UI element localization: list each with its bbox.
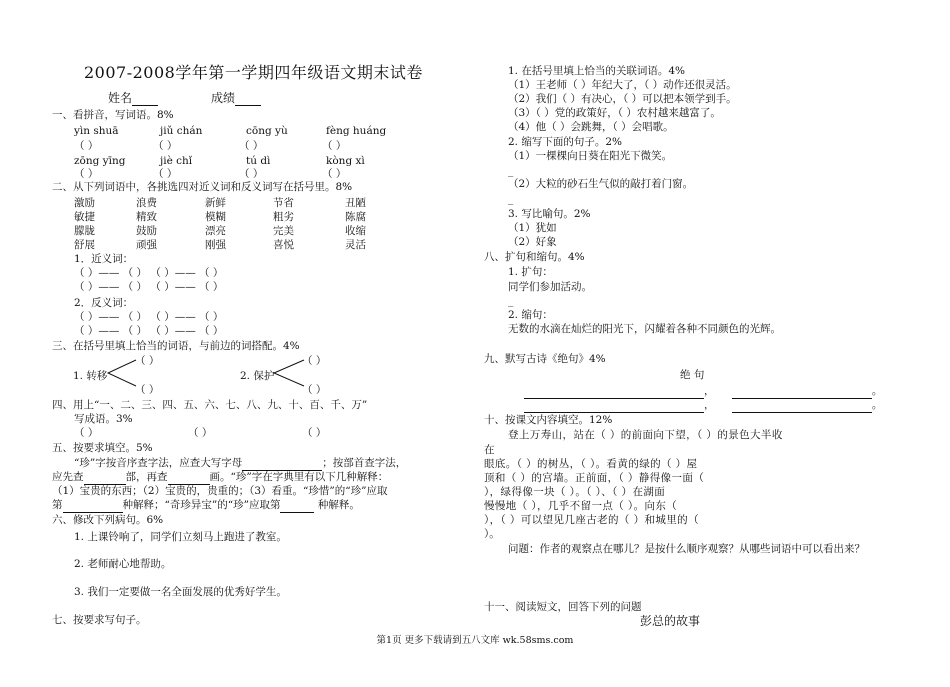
page-footer: 第1页 更多下载请到五八文库 wk.58sms.com: [376, 635, 574, 646]
condense-sentence-1: （1）一棵棵向日葵在阳光下微笑。: [508, 150, 673, 162]
poem-title: 绝 句: [680, 369, 705, 381]
q5-heading: 五、按要求填空。5%: [52, 442, 153, 454]
q5-line2: [52, 470, 388, 485]
pinyin-7: tú dì: [246, 155, 271, 167]
synonym-pairs[interactable]: （ ）—— （ ） （ ）—— （ ）: [74, 267, 224, 279]
q5-text: 种解释；“奇珍异宝”的“珍”应取第: [122, 499, 281, 511]
q5-text: ；按部首查字法，: [322, 457, 407, 469]
word: 鼓励: [136, 225, 157, 237]
q5-line3: （1）宝贵的东西；（2）宝贵的，贵重的；（3）看重。“珍惜”的“珍”应取: [52, 485, 388, 497]
q4-heading: 四、用上“一、二、三、四、五、六、七、八、九、十、百、千、万”: [52, 399, 368, 411]
word: 丑陋: [345, 197, 366, 209]
metaphor-2: （2）好象: [508, 236, 557, 248]
fill-blank[interactable]: [168, 470, 210, 485]
name-blank[interactable]: [132, 91, 158, 106]
word: 完美: [273, 225, 294, 237]
q5-text: 部，再查: [125, 471, 168, 483]
condense-label: 2. 缩句：: [508, 309, 553, 321]
q7-heading: 七、按要求写句子。: [52, 614, 147, 626]
cloze-line[interactable]: ），绿得像一块（ ）。（ ）、（ ）在湖面: [484, 486, 666, 498]
synonym-label: 1．近义词：: [74, 253, 134, 265]
q6-heading: 六、修改下列病句。6%: [52, 514, 164, 526]
answer-blank[interactable]: （ ）: [135, 355, 160, 367]
fill-blank[interactable]: [242, 456, 322, 471]
answer-blank[interactable]: （ ）: [74, 427, 99, 439]
cloze-line[interactable]: 登上万寿山，站在（ ）的前面向下望，（ ）的景色大半收: [508, 429, 783, 441]
expand-sentence: 同学们参加活动。: [508, 281, 592, 293]
fill-blank[interactable]: [732, 398, 872, 413]
fill-blank[interactable]: [524, 384, 704, 399]
fill-blank[interactable]: [63, 498, 123, 513]
q11-heading: 十一、阅读短文，回答下列的问题: [484, 601, 642, 613]
word: 敏捷: [74, 211, 95, 223]
sentence-3: 3. 我们一定要做一名全面发展的优秀好学生。: [74, 586, 287, 598]
q7-3-heading: 3. 写比喻句。2%: [508, 208, 591, 220]
fill-blank[interactable]: [84, 470, 126, 485]
word: 舒展: [74, 239, 95, 251]
word: 刚强: [205, 239, 226, 251]
cloze-line[interactable]: 眼底。（ ）的树丛，（ ）。看黄的绿的（ ）屋: [484, 458, 698, 470]
word: 模糊: [205, 211, 226, 223]
q5-text: 种解释。: [314, 499, 360, 511]
q9-heading: 九、默写古诗《绝句》4%: [484, 353, 606, 365]
conjunction-line[interactable]: （3）（ ）党的政策好，（ ）农村越来越富了。: [508, 107, 721, 119]
q5-text: 画。“珍”字在字典里有以下几种解释：: [209, 471, 389, 483]
poem-line[interactable]: [524, 384, 882, 399]
fill-blank[interactable]: [732, 384, 872, 399]
answer-blank[interactable]: （ ）: [302, 427, 327, 439]
q3-item-1: 1. 转移: [73, 370, 108, 382]
q1-heading: 一、看拼音，写词语。8%: [52, 109, 174, 121]
branch-lines-icon: [272, 358, 308, 388]
expand-label: 1. 扩句：: [508, 266, 553, 278]
q5-line1: [74, 456, 406, 471]
answer-blank[interactable]: （ ）: [239, 140, 264, 152]
answer-blank[interactable]: （ ）: [239, 168, 264, 180]
answer-line[interactable]: _: [508, 295, 514, 307]
word: 节省: [273, 197, 294, 209]
q4-line2: 写成语。3%: [74, 413, 133, 425]
q10-heading: 十、按课文内容填空。12%: [484, 414, 613, 426]
word: 顽强: [136, 239, 157, 251]
sentence-2: 2. 老师耐心地帮助。: [74, 558, 172, 570]
q3-heading: 三、在括号里填上恰当的词语，与前边的词搭配。4%: [52, 340, 300, 352]
story-title: 彭总的故事: [640, 614, 701, 628]
word: 精致: [136, 211, 157, 223]
q10-question: 问题：作者的观察点在哪儿？是按什么顺序观察？从哪些词语中可以看出来？: [508, 543, 865, 555]
punctuation: 。: [871, 399, 883, 411]
cloze-line[interactable]: 顶和（ ）的宫墙。正前面，（ ）静得像一面（: [484, 472, 705, 484]
answer-blank[interactable]: （ ）: [74, 140, 99, 152]
q5-text: “珍”字按音序查字法，应查大写字母: [74, 457, 243, 469]
punctuation: ，: [704, 399, 715, 411]
poem-line[interactable]: [524, 398, 882, 413]
answer-blank[interactable]: （ ）: [153, 140, 178, 152]
score-label: 成绩: [211, 91, 236, 105]
word: 朦胧: [74, 225, 95, 237]
pinyin-5: zōng yīng: [74, 155, 126, 167]
q3-item-2: 2. 保护: [240, 370, 275, 382]
pinyin-3: cōng yù: [246, 125, 288, 137]
page-title: 2007-2008学年第一学期四年级语文期末试卷: [84, 63, 423, 82]
sentence-1: 1. 上课铃响了，同学们立刻马上跑进了教室。: [74, 531, 287, 543]
score-field[interactable]: [211, 91, 261, 106]
score-blank[interactable]: [235, 91, 261, 106]
word: 灵活: [345, 239, 366, 251]
antonym-pairs[interactable]: （ ）—— （ ） （ ）—— （ ）: [74, 325, 224, 337]
pinyin-2: jiǔ chán: [160, 125, 203, 137]
conjunction-line[interactable]: （2）我们（ ）有决心，（ ）可以把本领学到手。: [508, 93, 737, 105]
q2-heading: 二、从下列词语中，各挑选四对近义词和反义词写在括号里。8%: [52, 181, 353, 193]
answer-blank[interactable]: （ ）: [153, 168, 178, 180]
cloze-line: 在: [484, 444, 495, 456]
synonym-pairs[interactable]: （ ）—— （ ） （ ）—— （ ）: [74, 281, 224, 293]
name-field[interactable]: [108, 91, 158, 106]
answer-blank[interactable]: （ ）: [322, 140, 347, 152]
answer-blank[interactable]: （ ）: [135, 384, 160, 396]
branch-lines-icon: [106, 358, 140, 388]
cloze-line[interactable]: ），（ ）可以望见几座古老的（ ）和城里的（: [484, 514, 699, 526]
antonym-pairs[interactable]: （ ）—— （ ） （ ）—— （ ）: [74, 311, 224, 323]
punctuation: 。: [871, 385, 883, 397]
fill-blank[interactable]: [524, 398, 704, 413]
answer-line[interactable]: _: [508, 193, 514, 205]
answer-blank[interactable]: （ ）: [188, 427, 213, 439]
answer-blank[interactable]: （ ）: [322, 168, 347, 180]
condense-sentence-2: （2）大粒的砂石生气似的敲打着门窗。: [508, 178, 694, 190]
q5-text: 应先查: [52, 471, 84, 483]
word: 激励: [74, 197, 95, 209]
antonym-label: 2．反义词：: [74, 297, 134, 309]
answer-blank[interactable]: （ ）: [302, 355, 327, 367]
pinyin-1: yìn shuā: [74, 125, 119, 137]
condense-sentence: 无数的水滴在灿烂的阳光下，闪耀着各种不同颜色的光辉。: [508, 323, 781, 335]
word: 浪费: [136, 197, 157, 209]
answer-line[interactable]: _: [508, 165, 514, 177]
q7-1-heading: 1. 在括号里填上恰当的关联词语。4%: [508, 65, 686, 77]
pinyin-4: fèng huáng: [326, 125, 387, 137]
word: 陈腐: [345, 211, 366, 223]
q5-line4: [52, 498, 360, 513]
name-label: 姓名: [108, 91, 133, 105]
answer-blank[interactable]: （ ）: [74, 168, 99, 180]
pinyin-8: kòng xì: [326, 155, 365, 167]
metaphor-1: （1）犹如: [508, 222, 557, 234]
cloze-line[interactable]: 慢慢地（ ），几乎不留一点（ ）。向东（: [484, 500, 678, 512]
conjunction-line[interactable]: （1）王老师（ ）年纪大了，（ ）动作还很灵活。: [508, 79, 737, 91]
word: 喜悦: [273, 239, 294, 251]
q8-heading: 八、扩句和缩句。4%: [484, 251, 585, 263]
fill-blank[interactable]: [280, 498, 314, 513]
word: 粗劣: [273, 211, 294, 223]
punctuation: ，: [704, 385, 715, 397]
word: 收缩: [345, 225, 366, 237]
q7-2-heading: 2. 缩写下面的句子。2%: [508, 136, 623, 148]
answer-blank[interactable]: （ ）: [302, 384, 327, 396]
q5-text: 第: [52, 499, 63, 511]
conjunction-line[interactable]: （4）他（ ）会跳舞，（ ）会唱歌。: [508, 121, 674, 133]
word: 新鲜: [205, 197, 226, 209]
word: 漂亮: [205, 225, 226, 237]
pinyin-6: jiè chǐ: [160, 155, 193, 167]
cloze-line: ）。: [484, 528, 500, 540]
